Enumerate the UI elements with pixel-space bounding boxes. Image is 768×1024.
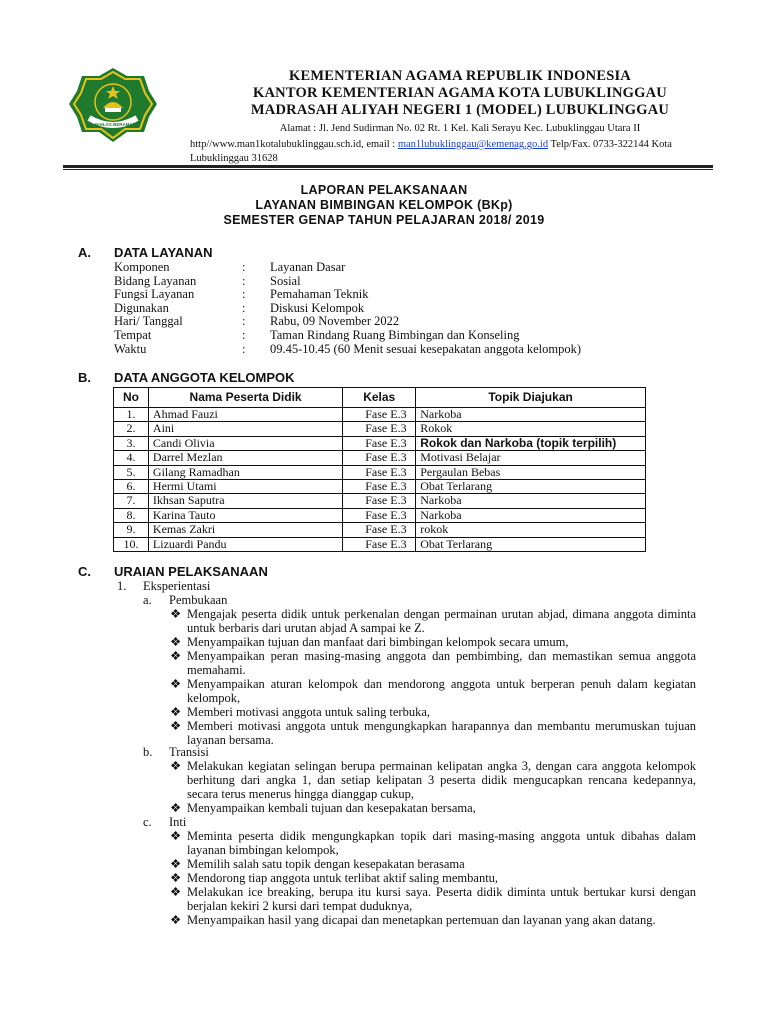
cell-no: 5. [114,465,149,479]
cell-name: Gilang Ramadhan [148,465,342,479]
office-name: KANTOR KEMENTERIAN AGAMA KOTA LUBUKLINGGAU [253,85,667,101]
field-colon: : [242,287,246,302]
bullet-diamond-icon: ❖ [170,705,182,719]
report-title-line3: SEMESTER GENAP TAHUN PELAJARAN 2018/ 2019 [223,213,545,227]
bullet-item [170,871,696,885]
field-label: Bidang Layanan [114,273,197,288]
section-title: DATA LAYANAN [114,245,213,260]
service-row [114,315,581,329]
service-row [114,329,581,343]
cell-class: Fase E.3 [343,523,416,537]
bullet-diamond-icon: ❖ [170,719,182,733]
table-row [114,480,646,494]
bullet-item [170,829,696,857]
bullet-diamond-icon: ❖ [170,635,182,649]
logo-motto: IKHLAS BERAMAL [95,122,136,127]
cell-topic: Motivasi Belajar [416,451,646,465]
website-text: http//www.man1kotalubuklinggau.sch.id, email : [190,139,398,150]
cell-topic: Narkoba [416,408,646,422]
table-row [114,422,646,436]
sub-letter-c: c. [143,815,152,829]
sub-label-inti: Inti [169,815,187,829]
bullet-diamond-icon: ❖ [170,871,182,885]
bullet-text: Mendorong tiap anggota untuk terlibat aktif saling membantu, [187,871,499,885]
service-row [114,343,581,357]
cell-topic: Obat Terlarang [416,537,646,551]
bullet-text: Meminta peserta didik mengungkapkan topik dari masing-masing anggota untuk dibahas dalam layanan bimbingan kelompok, [187,829,696,857]
phone-text: Telp/Fax. 0733-322144 Kota Lubuklinggau 31628 [190,139,672,164]
cell-name: Ahmad Fauzi [148,408,342,422]
field-value: Pemahaman Teknik [270,287,369,302]
bullet-text: Menyampaikan aturan kelompok dan mendorong anggota untuk berperan penuh dalam kegiatan kelompok, [187,677,696,705]
table-row [114,523,646,537]
cell-no: 3. [114,436,149,450]
header-rule [63,165,713,168]
bullet-text: Melakukan kegiatan selingan berupa permainan kelipatan angka 3, dengan cara anggota kelompok berhitung dari angka 1, dan setiap kelipatan 3 peserta didik mengucapkan rencana kedepannya, secara terus menerus hingga dianggap cukup, [187,759,696,801]
cell-class: Fase E.3 [343,436,416,450]
cell-name: Lizuardi Pandu [148,537,342,551]
table-row [114,537,646,551]
bullet-diamond-icon: ❖ [170,801,182,815]
section-letter: B. [78,370,91,385]
cell-name: Aini [148,422,342,436]
bullet-diamond-icon: ❖ [170,759,182,773]
field-value: Layanan Dasar [270,260,346,274]
field-colon: : [242,341,246,356]
bullet-text: Menyampaikan hasil yang dicapai dan menetapkan pertemuan dan layanan yang akan datang. [187,913,656,927]
member-table [113,387,646,552]
bullet-diamond-icon: ❖ [170,649,182,663]
field-value: Sosial [270,273,301,288]
table-row [114,436,646,450]
sub-letter-a: a. [143,593,152,607]
cell-no: 6. [114,480,149,494]
cell-name: Ikhsan Saputra [148,494,342,508]
field-label: Tempat [114,327,152,342]
col-header-topic: Topik Diajukan [416,388,646,408]
report-title [150,183,618,228]
cell-class: Fase E.3 [343,508,416,522]
cell-topic: Narkoba [416,494,646,508]
item-label: Eksperientasi [143,579,211,593]
section-letter: C. [78,564,91,579]
report-title-line2: LAYANAN BIMBINGAN KELOMPOK (BKp) [255,198,513,212]
section-a-heading [78,245,212,260]
bullet-text: Memberi motivasi anggota untuk mengungkapkan harapannya dan membantu merumuskan tujuan layanan bersama. [187,719,696,747]
field-colon: : [242,260,246,274]
cell-class: Fase E.3 [343,494,416,508]
sub-letter-b: b. [143,745,153,759]
kemenag-logo [67,66,159,146]
field-value: Diskusi Kelompok [270,300,365,315]
bullet-text: Melakukan ice breaking, berupa itu kursi saya. Peserta didik diminta untuk bertukar kursi dengan berjalan kekiri 2 kursi dari tempat duduknya, [187,885,696,913]
service-row [114,275,581,289]
cell-name: Kemas Zakri [148,523,342,537]
col-header-no: No [114,388,149,408]
bullet-diamond-icon: ❖ [170,857,182,871]
cell-no: 4. [114,451,149,465]
col-header-class: Kelas [343,388,416,408]
cell-no: 10. [114,537,149,551]
cell-no: 2. [114,422,149,436]
field-value: Taman Rindang Ruang Bimbingan dan Konseling [270,327,520,342]
bullet-diamond-icon: ❖ [170,829,182,843]
field-value: Rabu, 09 November 2022 [270,314,400,329]
table-row [114,408,646,422]
section-letter: A. [78,245,91,260]
bullet-item [170,677,696,705]
bullet-diamond-icon: ❖ [170,913,182,927]
sub-label-pembukaan: Pembukaan [169,593,228,607]
cell-topic: Rokok [416,422,646,436]
col-header-name: Nama Peserta Didik [148,388,342,408]
bullet-text: Mengajak peserta didik untuk perkenalan dengan permainan urutan abjad, dimana anggota diminta untuk berbaris dari urutan abjad A sampai ke Z. [187,607,696,635]
section-b-heading [78,370,295,385]
field-colon: : [242,327,246,342]
header-rule-thin [63,169,713,170]
bullet-text: Menyampaikan tujuan dan manfaat dari bimbingan kelompok secara umum, [187,635,569,649]
cell-no: 9. [114,523,149,537]
service-row [114,302,581,316]
bullet-item [170,759,696,801]
cell-no: 1. [114,408,149,422]
cell-class: Fase E.3 [343,422,416,436]
table-row [114,494,646,508]
field-label: Digunakan [114,300,169,315]
section-c-heading [78,564,268,579]
field-label: Hari/ Tanggal [114,314,183,329]
bullet-item [170,719,696,747]
field-colon: : [242,300,246,315]
section-title: DATA ANGGOTA KELOMPOK [114,370,295,385]
bullet-item [170,635,696,649]
cell-topic: rokok [416,523,646,537]
cell-class: Fase E.3 [343,465,416,479]
cell-class: Fase E.3 [343,537,416,551]
cell-name: Darrel Mezlan [148,451,342,465]
bullet-diamond-icon: ❖ [170,885,182,899]
bullet-item [170,801,696,815]
cell-no: 7. [114,494,149,508]
field-label: Komponen [114,260,170,274]
cell-name: Candi Olivia [148,436,342,450]
cell-no: 8. [114,508,149,522]
cell-topic: Obat Terlarang [416,480,646,494]
sub-label-transisi: Transisi [169,745,209,759]
cell-name: Hermi Utami [148,480,342,494]
cell-class: Fase E.3 [343,480,416,494]
field-label: Waktu [114,341,147,356]
bullet-text: Menyampaikan kembali tujuan dan kesepakatan bersama, [187,801,476,815]
field-colon: : [242,273,246,288]
section-title: URAIAN PELAKSANAAN [114,564,268,579]
address: Alamat : Jl. Jend Sudirman No. 02 Rt. 1 Kel. Kali Serayu Kec. Lubuklinggau Utara II [279,123,641,134]
service-data [114,261,581,356]
cell-topic: Pergaulan Bebas [416,465,646,479]
bullet-item [170,885,696,913]
table-header-row [114,388,646,408]
cell-topic: Rokok dan Narkoba (topik terpilih) [416,436,646,450]
bullet-item [170,913,696,927]
bullet-item [170,705,696,719]
bullet-text: Memberi motivasi anggota untuk saling terbuka, [187,705,431,719]
bullet-text: Menyampaikan peran masing-masing anggota dan pembimbing, dan memastikan semua anggota memahami. [187,649,696,677]
bullet-item [170,857,696,871]
report-title-line1: LAPORAN PELAKSANAAN [300,183,468,197]
field-label: Fungsi Layanan [114,287,195,302]
letterhead [190,68,730,166]
bullet-text: Memilih salah satu topik dengan kesepakatan berasama [187,857,465,871]
table-row [114,465,646,479]
bullet-diamond-icon: ❖ [170,677,182,691]
contact-line [190,138,730,166]
bullet-item [170,607,696,635]
item-number: 1. [117,579,127,593]
service-row [114,288,581,302]
school-name: MADRASAH ALIYAH NEGERI 1 (MODEL) LUBUKLINGGAU [250,102,670,118]
field-colon: : [242,314,246,329]
field-value: 09.45-10.45 (60 Menit sesuai kesepakatan anggota kelompok) [270,341,582,356]
ministry-name: KEMENTERIAN AGAMA REPUBLIK INDONESIA [289,68,631,84]
table-row [114,508,646,522]
cell-class: Fase E.3 [343,408,416,422]
cell-topic: Narkoba [416,508,646,522]
bullet-diamond-icon: ❖ [170,607,182,621]
cell-name: Karina Tauto [148,508,342,522]
bullet-item [170,649,696,677]
service-row [114,261,581,275]
email-link[interactable]: man1lubuklinggau@kemenag.go.id [397,139,549,150]
table-row [114,451,646,465]
cell-class: Fase E.3 [343,451,416,465]
